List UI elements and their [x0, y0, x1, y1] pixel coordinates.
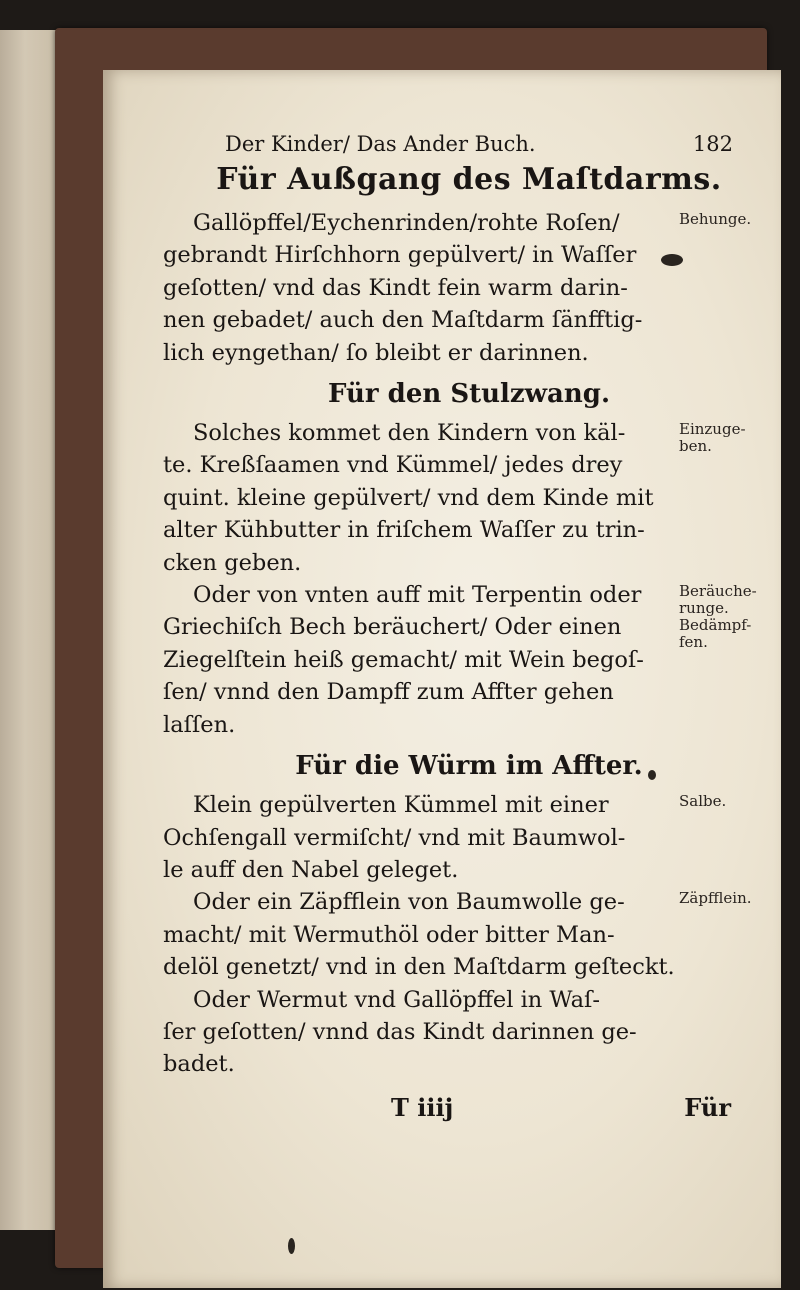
previous-page-edge	[0, 30, 62, 1230]
catchword: Für	[684, 1092, 731, 1122]
section-heading: Für Außgang des Maſtdarms.	[216, 162, 722, 197]
paragraph	[163, 984, 775, 1081]
paragraph	[163, 789, 775, 886]
text-line: te. Kreßſaamen vnd Kümmel/ jedes drey	[163, 452, 623, 479]
page-footer	[163, 1093, 775, 1122]
ink-spot	[288, 1238, 295, 1254]
margin-note: Einzuge-ben.	[679, 420, 746, 456]
book-cover-board	[55, 28, 767, 1268]
text-line: ſer geſotten/ vnnd das Kindt darinnen ge-	[163, 1018, 637, 1045]
text-line: Oder von vnten auff mit Terpentin oder	[193, 582, 642, 609]
section-heading: Für die Würm im Affter.	[295, 751, 643, 782]
paragraph	[163, 417, 775, 579]
paragraph	[163, 579, 775, 741]
text-line: Oder ein Zäpfflein von Baumwolle ge-	[193, 889, 625, 916]
text-line: nen gebadet/ auch den Maſtdarm ſänfftig-	[163, 307, 643, 334]
margin-note: Zäpfflein.	[679, 889, 752, 908]
text-line: quint. kleine gepülvert/ vnd dem Kinde mit	[163, 484, 654, 511]
text-line: Solches kommet den Kindern von käl-	[193, 420, 626, 447]
text-line: cken geben.	[163, 549, 302, 576]
text-line: gebrandt Hirſchhorn gepülvert/ in Waſſer	[163, 242, 637, 269]
paragraph	[163, 886, 775, 983]
text-line: badet.	[163, 1051, 235, 1078]
running-head-title: Der Kinder/ Das Ander Buch.	[225, 132, 536, 156]
text-line: Gallöpffel/Eychenrinden/rohte Roſen/	[193, 210, 620, 236]
text-line: Klein gepülverten Kümmel mit einer	[193, 792, 609, 819]
text-line: delöl genetzt/ vnd in den Maſtdarm geſteckt.	[163, 954, 675, 981]
book-page	[103, 70, 781, 1288]
page-text	[163, 132, 775, 1122]
running-head	[163, 132, 775, 156]
text-line: ſen/ vnnd den Dampff zum Affter gehen	[163, 679, 614, 706]
section-heading: Für den Stulzwang.	[327, 379, 611, 410]
text-line: laſſen.	[163, 711, 236, 738]
text-line: geſotten/ vnd das Kindt fein warm darin-	[163, 274, 628, 301]
text-line: Oder Wermut vnd Gallöpffel in Waſ-	[193, 986, 600, 1013]
signature-mark: T iiij	[391, 1092, 454, 1122]
text-line: macht/ mit Wermuthöl oder bitter Man-	[163, 921, 615, 948]
text-line: alter Kühbutter in friſchem Waſſer zu trin-	[163, 517, 645, 544]
margin-note: Behunge.	[679, 210, 752, 228]
text-line: Ziegelſtein heiß gemacht/ mit Wein begoſ-	[163, 646, 644, 673]
text-line: lich eyngethan/ ſo bleibt er darinnen.	[163, 339, 589, 366]
text-line: Griechiſch Bech beräuchert/ Oder einen	[163, 614, 622, 641]
text-line: le auff den Nabel geleget.	[163, 856, 459, 883]
paragraph	[163, 207, 775, 369]
text-line: Ochſengall vermiſcht/ vnd mit Baumwol-	[163, 824, 626, 851]
margin-note: Salbe.	[679, 792, 727, 811]
page-number: 182	[692, 132, 733, 156]
margin-note: Beräuche-runge. Bedämpf-fen.	[679, 582, 757, 652]
